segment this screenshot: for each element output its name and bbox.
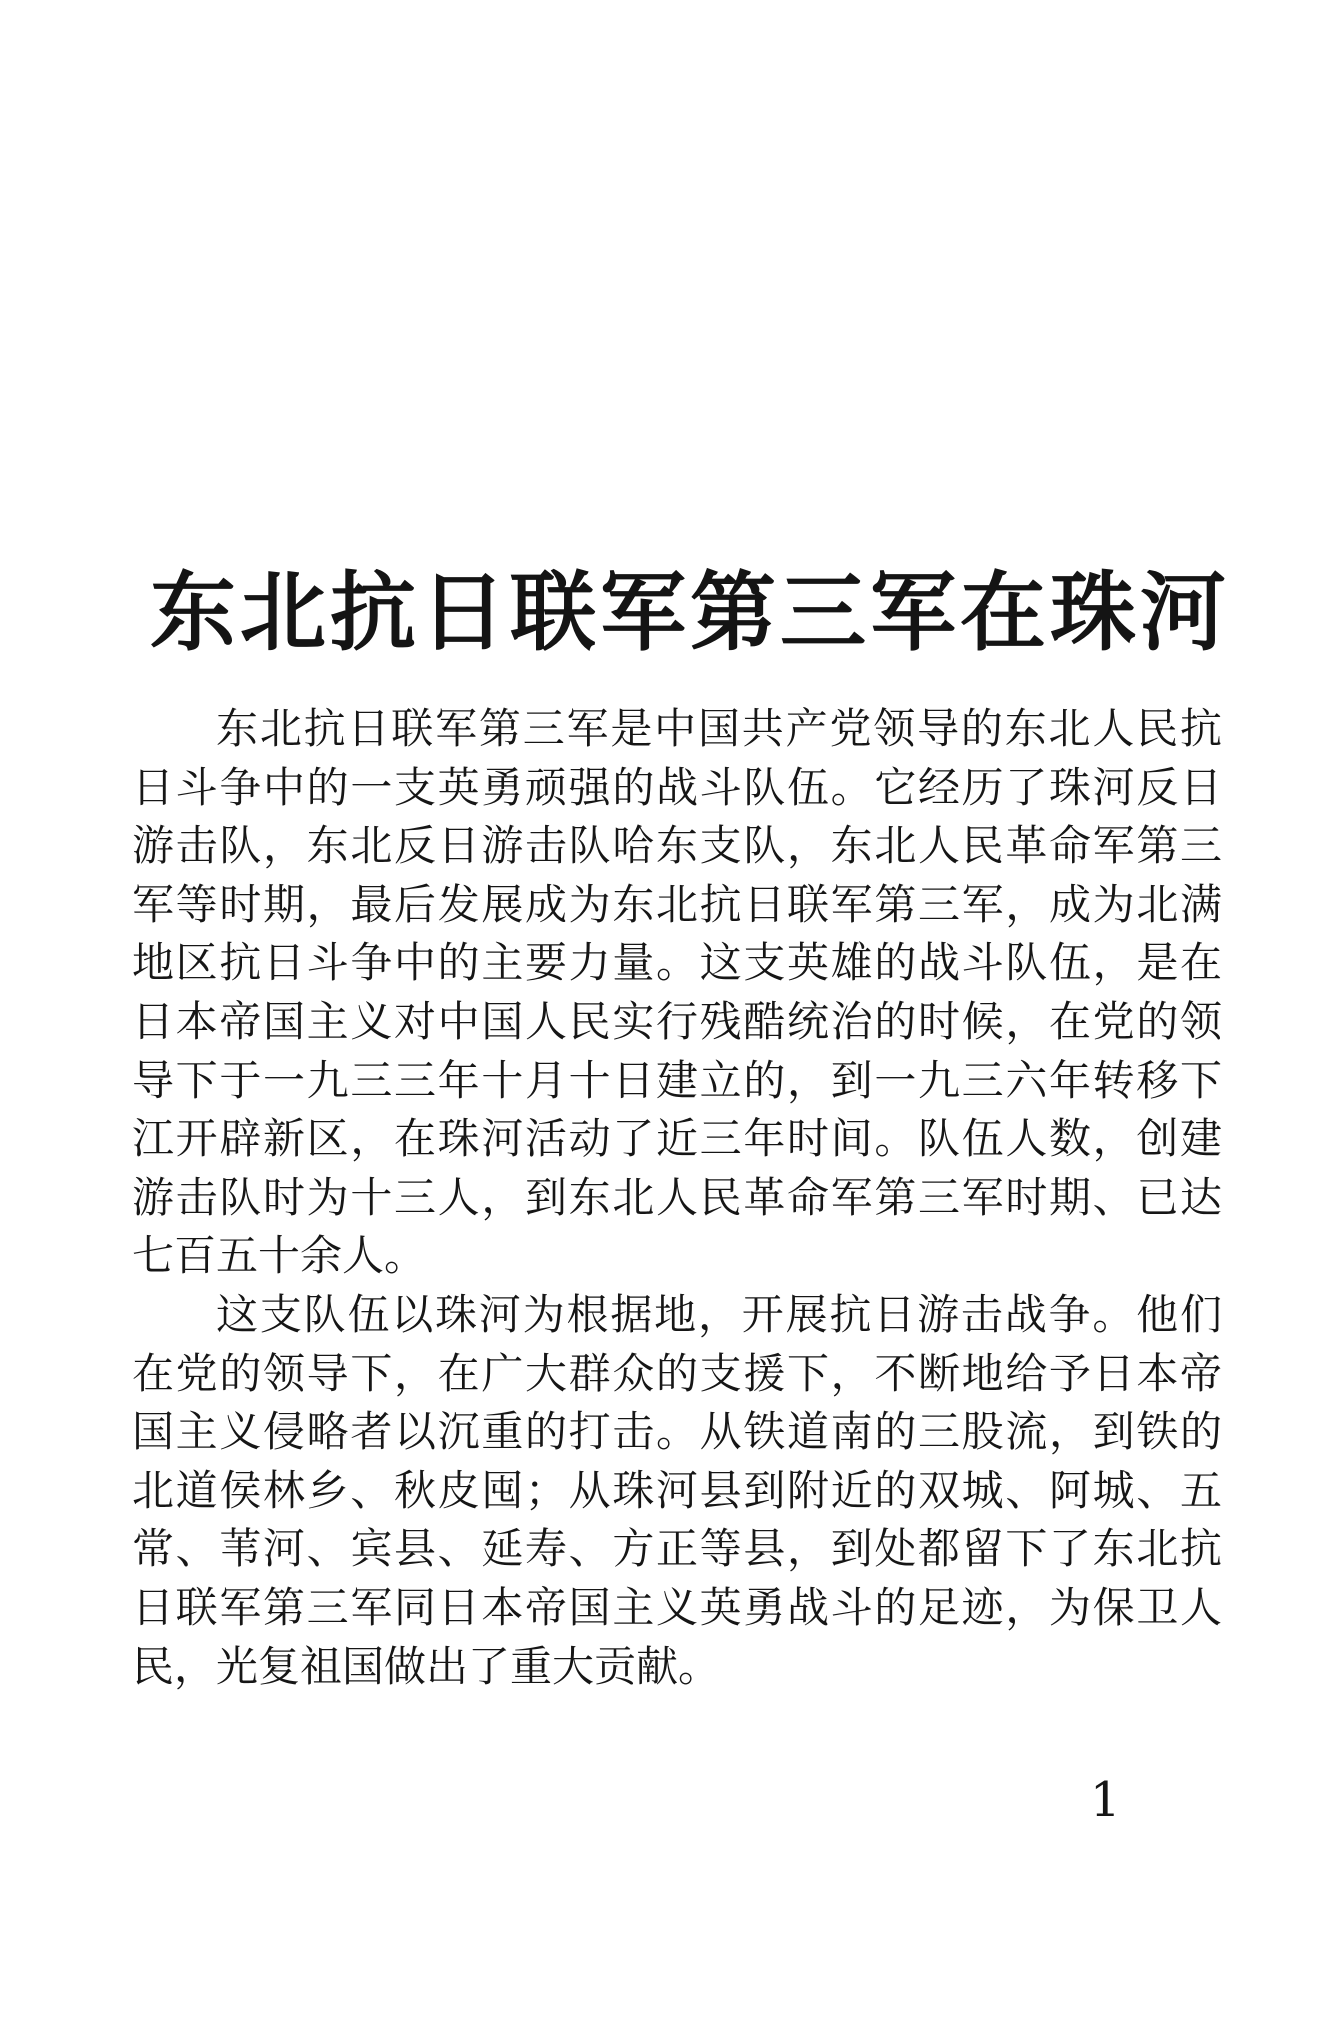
page-title: 东北抗日联军第三军在珠河 bbox=[150, 561, 1230, 663]
page-number: 1 bbox=[1090, 1772, 1121, 1828]
paragraph-2: 这支队伍以珠河为根据地，开展抗日游击战争。他们在党的领导下，在广大群众的支援下，不断地给予日本帝国主义侵略者以沉重的打击。从铁道南的三股流，到铁的北道侯林乡、秋皮囤；从珠河县到附近的双城、阿城、五常、苇河、宾县、延寿、方正等县，到处都留下了东北抗日联军第三军同日本帝国主义英勇战斗的足迹，为保卫人民，光复祖国做出了重大贡献。 bbox=[132, 1289, 1222, 1691]
paragraph-1: 东北抗日联军第三军是中国共产党领导的东北人民抗日斗争中的一支英勇顽强的战斗队伍。它经历了珠河反日游击队，东北反日游击队哈东支队，东北人民革命军第三军等时期，最后发展成为东北抗日联军第三军，成为北满地区抗日斗争中的主要力量。这支英雄的战斗队伍，是在日本帝国主义对中国人民实行残酷统治的时候，在党的领导下于一九三三年十月十日建立的，到一九三六年转移下江开辟新区，在珠河活动了近三年时间。队伍人数，创建游击队时为十三人，到东北人民革命军第三军时期、已达七百五十余人。 bbox=[132, 704, 1222, 1281]
body-text bbox=[132, 700, 1222, 1696]
